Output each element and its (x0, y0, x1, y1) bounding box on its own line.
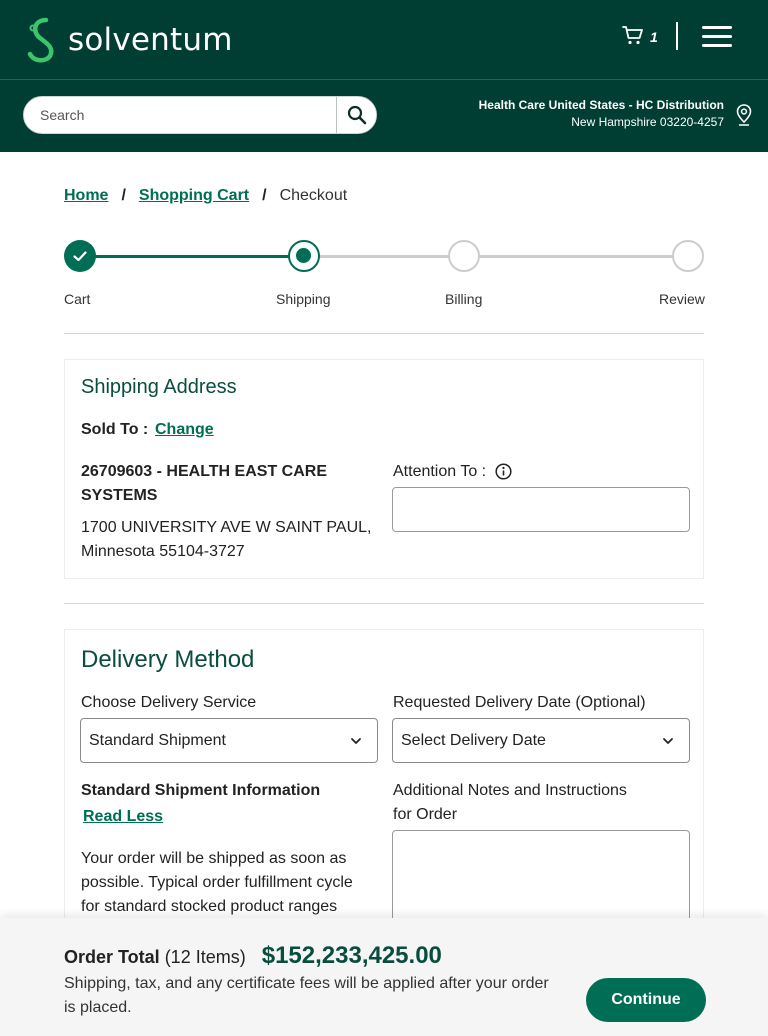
step-billing-circle (448, 240, 480, 272)
step-shipping-circle[interactable] (288, 240, 320, 272)
order-notes-textarea[interactable] (392, 830, 690, 926)
delivery-service-select[interactable] (80, 718, 378, 763)
brand-logo[interactable] (24, 16, 233, 64)
breadcrumb (64, 187, 347, 205)
delivery-service-value: Standard Shipment (89, 731, 226, 749)
step-label-shipping: Shipping (276, 291, 331, 307)
cart-icon (622, 24, 644, 46)
shipment-info-line1: Your order will be shipped as soon as (81, 850, 347, 867)
step-label-review: Review (659, 291, 705, 307)
attention-to-input[interactable] (392, 487, 690, 532)
step-cart-circle[interactable] (64, 240, 96, 272)
step-review-circle (672, 240, 704, 272)
order-total-value: $152,233,425.00 (261, 942, 442, 969)
delivery-method-title: Delivery Method (81, 646, 255, 673)
step-current-dot (296, 248, 311, 263)
account-name-line1: 26709603 - HEALTH EAST CARE (81, 463, 327, 480)
step-label-billing: Billing (445, 291, 483, 307)
address-line1: 1700 UNIVERSITY AVE W SAINT PAUL, (81, 519, 372, 536)
section-divider (64, 603, 704, 604)
delivery-date-select[interactable] (392, 718, 690, 763)
read-less-link[interactable]: Read Less (83, 808, 164, 825)
order-summary-footer (0, 918, 768, 1036)
location-division: Health Care United States - HC Distribution (478, 98, 724, 112)
shipping-address-title: Shipping Address (81, 376, 237, 398)
checkmark-icon (64, 240, 96, 272)
location-region: New Hampshire 03220-4257 (571, 115, 724, 129)
fees-note-line2: is placed. (64, 999, 132, 1016)
delivery-date-label: Requested Delivery Date (Optional) (393, 694, 646, 711)
chevron-down-icon (661, 734, 675, 748)
shipment-info-line2: possible. Typical order fulfillment cycle (81, 874, 353, 891)
search-input[interactable] (24, 97, 336, 133)
order-total-row (64, 942, 442, 970)
address-line2: Minnesota 55104-3727 (81, 543, 245, 560)
stepper-track-pending (304, 255, 688, 258)
search-box (23, 96, 377, 134)
shipping-address-card (64, 359, 704, 579)
search-icon (347, 105, 367, 125)
location-info[interactable] (479, 98, 724, 129)
order-total-label: Order Total (64, 947, 160, 967)
solventum-logo-icon (24, 16, 60, 64)
location-pin-icon[interactable] (736, 104, 752, 126)
top-header (0, 0, 768, 80)
attention-to-label: Attention To : (393, 463, 487, 480)
continue-button[interactable]: Continue (586, 978, 706, 1022)
delivery-date-value: Select Delivery Date (401, 731, 546, 749)
fees-note-line1: Shipping, tax, and any certificate fees will be applied after your order (64, 975, 549, 992)
sold-to-label: Sold To : (81, 421, 149, 438)
shipment-info-title: Standard Shipment Information (81, 782, 321, 799)
account-name-line2: SYSTEMS (81, 487, 158, 504)
shipment-info-line3: for standard stocked product ranges (81, 898, 338, 915)
brand-name: solventum (68, 22, 233, 58)
info-icon[interactable] (495, 463, 512, 480)
order-items-count: (12 Items) (164, 947, 246, 967)
header-divider (676, 22, 678, 50)
checkout-stepper (64, 240, 704, 320)
delivery-method-card (64, 629, 704, 929)
cart-count: 1 (650, 29, 658, 45)
step-label-cart: Cart (64, 291, 91, 307)
breadcrumb-cart-link[interactable]: Shopping Cart (138, 187, 250, 204)
notes-label-line2: for Order (393, 806, 458, 823)
delivery-service-label: Choose Delivery Service (81, 694, 257, 711)
notes-label-line1: Additional Notes and Instructions (393, 782, 627, 799)
search-button[interactable] (336, 97, 376, 133)
section-divider (64, 333, 704, 334)
change-sold-to-link[interactable]: Change (155, 421, 214, 438)
breadcrumb-separator: / (121, 187, 126, 204)
stepper-track-complete (80, 255, 304, 258)
breadcrumb-separator: / (262, 187, 267, 204)
chevron-down-icon (349, 734, 363, 748)
breadcrumb-home-link[interactable]: Home (64, 187, 109, 204)
breadcrumb-current: Checkout (279, 187, 348, 204)
hamburger-menu-icon[interactable] (702, 26, 732, 48)
cart-button[interactable] (622, 24, 658, 46)
